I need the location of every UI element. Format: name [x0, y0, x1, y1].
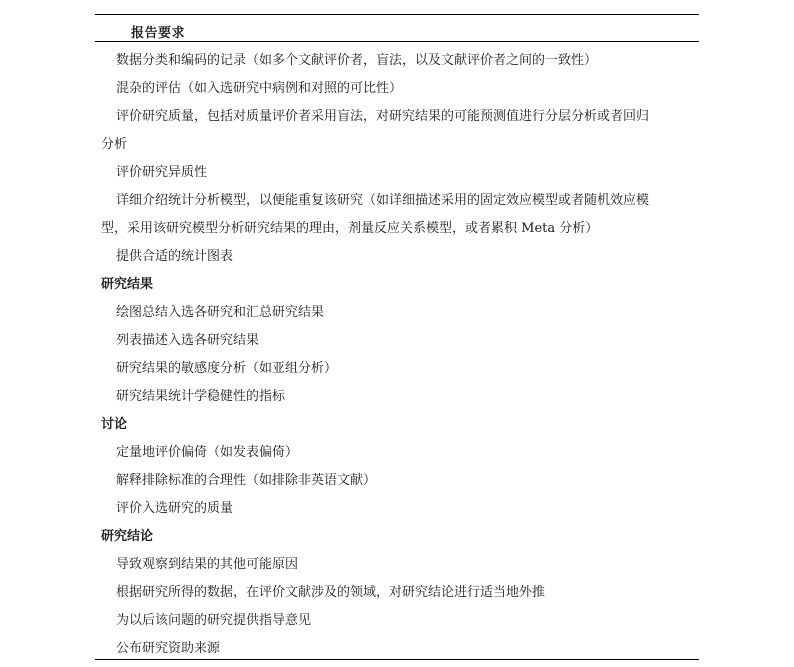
list-item: 为以后该问题的研究提供指导意见: [116, 613, 312, 628]
list-item: 公布研究资助来源: [116, 641, 221, 656]
table-bottom-rule: [95, 659, 699, 660]
list-item-continuation: 分析: [101, 137, 128, 152]
section-heading: 讨论: [101, 417, 128, 432]
list-item: 绘图总结入选各研究和汇总研究结果: [116, 305, 325, 320]
section-heading: 研究结论: [101, 529, 154, 544]
list-item: 解释排除标准的合理性（如排除非英语文献）: [116, 473, 377, 488]
table-top-rule: [95, 14, 699, 15]
list-item: 提供合适的统计图表: [116, 249, 234, 264]
list-item: 详细介绍统计分析模型，以便能重复该研究（如详细描述采用的固定效应模型或者随机效应模: [116, 193, 650, 208]
list-item: 评价入选研究的质量: [116, 501, 234, 516]
list-item: 导致观察到结果的其他可能原因: [116, 557, 299, 572]
list-item: 根据研究所得的数据，在评价文献涉及的领域，对研究结论进行适当地外推: [116, 585, 546, 600]
list-item: 研究结果的敏感度分析（如亚组分析）: [116, 361, 338, 376]
requirements-list: [101, 47, 701, 663]
list-item: 混杂的评估（如入选研究中病例和对照的可比性）: [116, 81, 403, 96]
list-item: 定量地评价偏倚（如发表偏倚）: [116, 445, 299, 460]
list-item: 列表描述入选各研究结果: [116, 333, 260, 348]
table-header-title: 报告要求: [131, 26, 186, 41]
list-item: 数据分类和编码的记录（如多个文献评价者，盲法，以及文献评价者之间的一致性）: [116, 53, 598, 68]
section-heading: 研究结果: [101, 277, 154, 292]
table-header-rule: [95, 41, 699, 42]
list-item: 评价研究异质性: [116, 165, 208, 180]
list-item: 评价研究质量，包括对质量评价者采用盲法，对研究结果的可能预测值进行分层分析或者回归: [116, 109, 650, 124]
list-item: 研究结果统计学稳健性的指标: [116, 389, 286, 404]
list-item-continuation: 型，采用该研究模型分析研究结果的理由，剂量反应关系模型，或者累积 Meta 分析）: [101, 221, 599, 236]
